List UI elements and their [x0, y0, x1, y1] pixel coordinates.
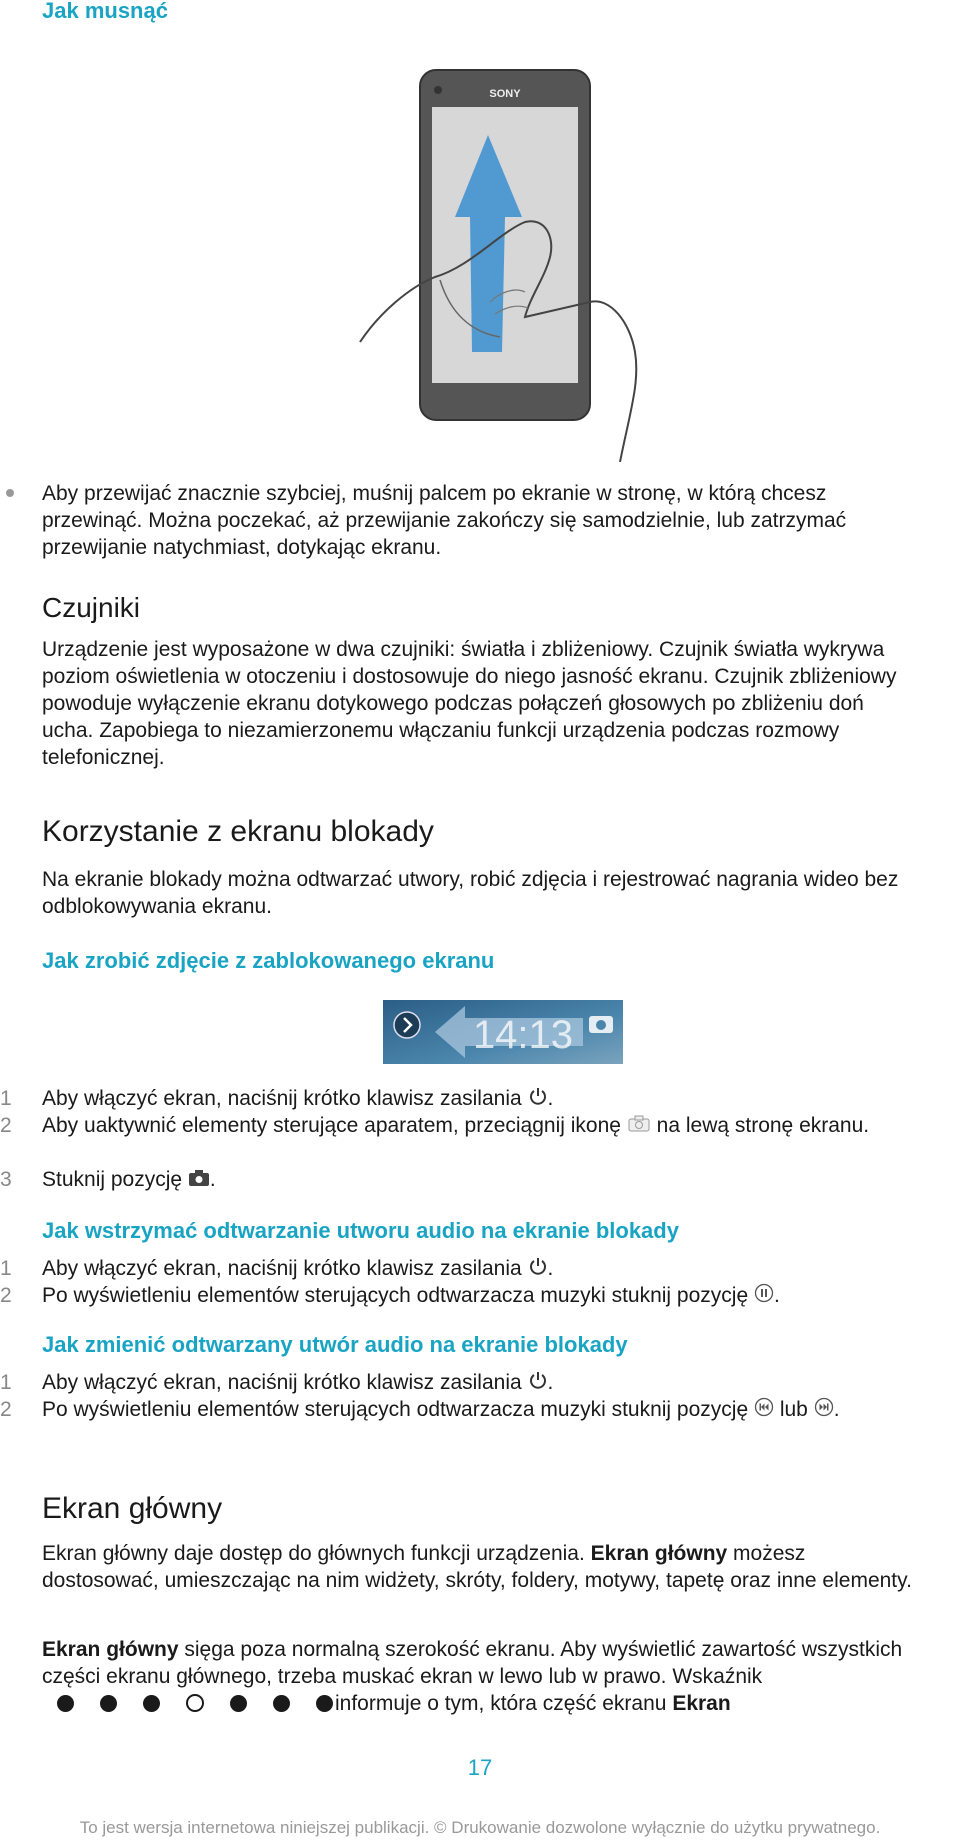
step-number: 2 — [0, 1284, 12, 1307]
lockscreen-camera-illustration — [383, 1000, 623, 1064]
photo-step-2: Aby uaktywnić elementy sterujące aparatem, przeciągnij ikonę na lewą stronę ekranu. — [42, 1112, 922, 1140]
change-step-2: Po wyświetleniu elementów sterujących odtwarzacza muzyki stuknij pozycję lub . — [42, 1396, 902, 1424]
lockscreen-clock: 14:13 — [472, 1013, 574, 1057]
indicator-dot-filled — [57, 1695, 74, 1712]
step-number: 2 — [0, 1114, 12, 1137]
change-step-1: Aby włączyć ekran, naciśnij krótko klawisz zasilania . — [42, 1369, 922, 1397]
previous-track-icon — [754, 1397, 774, 1424]
home-paragraph-1: Ekran główny daje dostęp do głównych funkcji urządzenia. Ekran główny możesz dostosować, umieszczając na nim widżety, skróty, foldery, motywy, tapetę oraz inne elementy. — [42, 1542, 912, 1592]
indicator-dot-filled — [230, 1695, 247, 1712]
heading-photo-from-lockscreen: Jak zrobić zdjęcie z zablokowanego ekranu — [42, 948, 495, 973]
step-number: 1 — [0, 1371, 12, 1394]
step-number: 1 — [0, 1087, 12, 1110]
section-title-lockscreen: Korzystanie z ekranu blokady — [42, 815, 434, 848]
bullet-marker — [6, 489, 14, 497]
power-icon — [528, 1370, 548, 1397]
next-track-icon — [814, 1397, 834, 1424]
indicator-dot-filled — [273, 1695, 290, 1712]
pause-icon — [754, 1283, 774, 1310]
indicator-dot-filled — [143, 1695, 160, 1712]
section-title-home: Ekran główny — [42, 1492, 223, 1525]
photo-step-1: Aby włączyć ekran, naciśnij krótko klawisz zasilania . — [42, 1085, 922, 1113]
pause-step-2: Po wyświetleniu elementów sterujących odtwarzacza muzyki stuknij pozycję . — [42, 1282, 922, 1310]
step-number: 1 — [0, 1257, 12, 1280]
footer-notice: To jest wersja internetowa niniejszej publikacji. © Drukowanie dozwolone wyłącznie do użytku prywatnego. — [79, 1818, 881, 1837]
indicator-dot-filled — [100, 1695, 117, 1712]
home-paragraph-2: Ekran główny sięga poza normalną szerokość ekranu. Aby wyświetlić zawartość wszystkich części ekranu głównego, trzeba muskać ekran w lewo lub w prawo. Wskaźnikinformuje o tym, która część ekranu Ekran — [42, 1638, 903, 1715]
step-number: 3 — [0, 1168, 12, 1191]
section-title-sensors: Czujniki — [42, 592, 141, 623]
step-number: 2 — [0, 1398, 12, 1421]
photo-steps-list — [0, 1085, 960, 1191]
section-heading-flick: Jak musnąć — [42, 0, 168, 23]
camera-icon — [188, 1167, 210, 1194]
page-indicator-dots — [44, 1690, 335, 1717]
page-number: 17 — [467, 1755, 493, 1780]
phone-brand-label: SONY — [489, 88, 521, 100]
heading-change-audio: Jak zmienić odtwarzany utwór audio na ekranie blokady — [42, 1332, 628, 1357]
flick-illustration — [350, 52, 650, 462]
camera-outline-icon — [627, 1113, 651, 1140]
flick-bullet-text: Aby przewijać znacznie szybciej, muśnij palcem po ekranie w stronę, w którą chcesz przewinąć. Można poczekać, aż przewijanie zakończy się samodzielnie, lub zatrzymać przewijanie natychmiast, dotykając ekranu. — [42, 482, 847, 559]
photo-step-3: Stuknij pozycję . — [42, 1166, 922, 1194]
sensors-body: Urządzenie jest wyposażone w dwa czujniki: światła i zbliżeniowy. Czujnik światła wykrywa poziom oświetlenia w otoczeniu i dostosowuje do niego jasność ekranu. Czujnik zbliżeniowy powoduje wyłączenie ekranu dotykowego podczas połączeń głosowych po zbliżeniu doń ucha. Zapobiega to niezamierzonemu włączaniu funkcji urządzenia podczas rozmowy telefonicznej. — [42, 638, 897, 769]
phone-hand-illustration — [350, 52, 650, 462]
lockscreen-body: Na ekranie blokady można odtwarzać utwory, robić zdjęcia i rejestrować nagrania wideo bez odblokowywania ekranu. — [42, 868, 899, 918]
change-steps-list — [0, 1369, 960, 1459]
heading-pause-audio: Jak wstrzymać odtwarzanie utworu audio na ekranie blokady — [42, 1218, 679, 1243]
power-icon — [528, 1256, 548, 1283]
indicator-dot-current — [186, 1694, 204, 1712]
pause-steps-list — [0, 1255, 960, 1315]
pause-step-1: Aby włączyć ekran, naciśnij krótko klawisz zasilania . — [42, 1255, 922, 1283]
power-icon — [528, 1086, 548, 1113]
indicator-dot-filled — [316, 1695, 333, 1712]
